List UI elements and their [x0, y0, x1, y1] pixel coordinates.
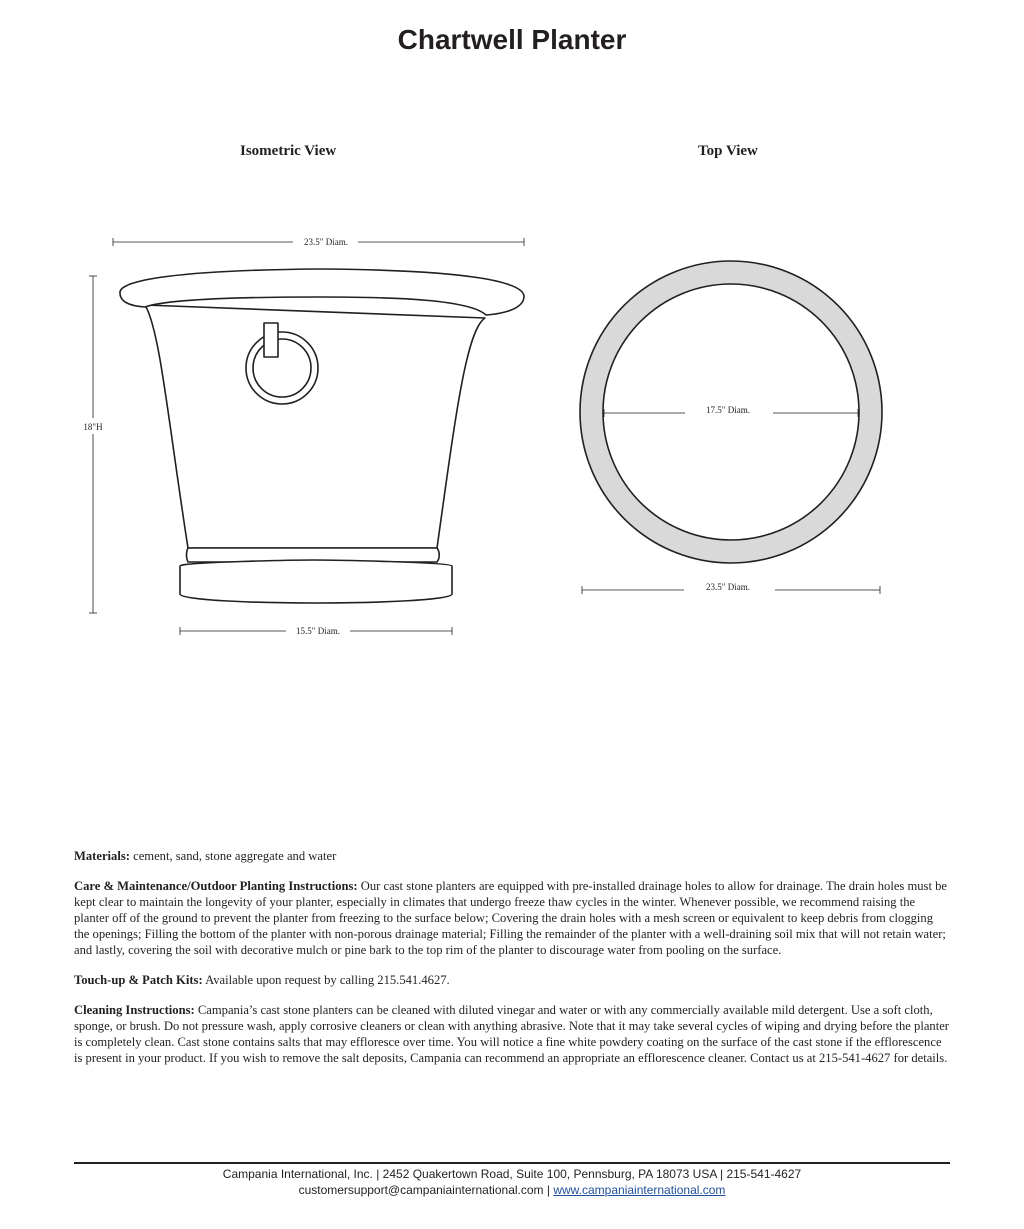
footer-separator: | [543, 1183, 554, 1197]
footer-address: Campania International, Inc. | 2452 Quakertown Road, Suite 100, Pennsburg, PA 18073 USA | 215-541-4627 [222, 1167, 802, 1181]
page-title: Chartwell Planter [397, 24, 627, 55]
footer [0, 1166, 1024, 1198]
materials-label: Materials: [74, 849, 130, 863]
touchup-label: Touch-up & Patch Kits: [74, 973, 203, 987]
iso-top-diam-label: 23.5" Diam. [304, 237, 348, 247]
iso-height-dimension [89, 276, 97, 613]
footer-divider [74, 1162, 950, 1164]
cleaning-section [74, 1002, 950, 1066]
top-view-label: Top View [698, 143, 758, 159]
cleaning-text: Campania’s cast stone planters can be cleaned with diluted vinegar and water or with any commercially available mild detergent. Use a soft cloth, sponge, or brush. Do not pressure wash, apply corrosive cleaners or clean with anything abrasive. Note that it may take several cycles of wiping and drying before the planter is completely clean. Cast stone contains salts that may effloresce over time. You will notice a fine white powdery coating on the surface of the cast stone if the efflorescence is present in your product. If you wish to remove the salt deposits, Campania can recommend an appropriate an efflorescence cleaner. Contact us at 215-541-4627 for details. [74, 1003, 949, 1065]
iso-height-label: 18"H [83, 422, 103, 432]
footer-contact [0, 1182, 1024, 1198]
isometric-view-label: Isometric View [240, 143, 337, 159]
touchup-section [74, 972, 950, 988]
cleaning-label: Cleaning Instructions: [74, 1003, 195, 1017]
planter-isometric [120, 269, 524, 603]
product-information [74, 848, 950, 1080]
top-outer-diam-label: 23.5" Diam. [706, 582, 750, 592]
care-label: Care & Maintenance/Outdoor Planting Instructions: [74, 879, 358, 893]
care-section [74, 878, 950, 958]
care-text: Our cast stone planters are equipped with pre-installed drainage holes to allow for drainage. The drain holes must be kept clear to maintain the longevity of your planter, especially in climates that undergo freeze thaw cycles in the winter. Whenever possible, we recommend raising the planter off of the ground to prevent the planter from freezing to the surface below; Covering the drain holes with a mesh screen or equivalent to keep debris from clogging the openings; Filling the bottom of the planter with non-porous drainage material; Filling the remainder of the planter with a well-draining soil mix that will not retain water; and lastly, covering the soil with decorative mulch or pine bark to the top rim of the planter to discourage water from pooling on the surface. [74, 879, 947, 957]
iso-base-diam-label: 15.5" Diam. [296, 626, 340, 636]
touchup-text: Available upon request by calling 215.541.4627. [202, 973, 450, 987]
footer-email: customersupport@campaniainternational.com [298, 1183, 544, 1197]
footer-website-link[interactable]: www.campaniainternational.com [553, 1183, 726, 1197]
top-inner-diam-label: 17.5" Diam. [706, 405, 750, 415]
materials-text: cement, sand, stone aggregate and water [129, 849, 337, 863]
materials-section [74, 848, 950, 864]
